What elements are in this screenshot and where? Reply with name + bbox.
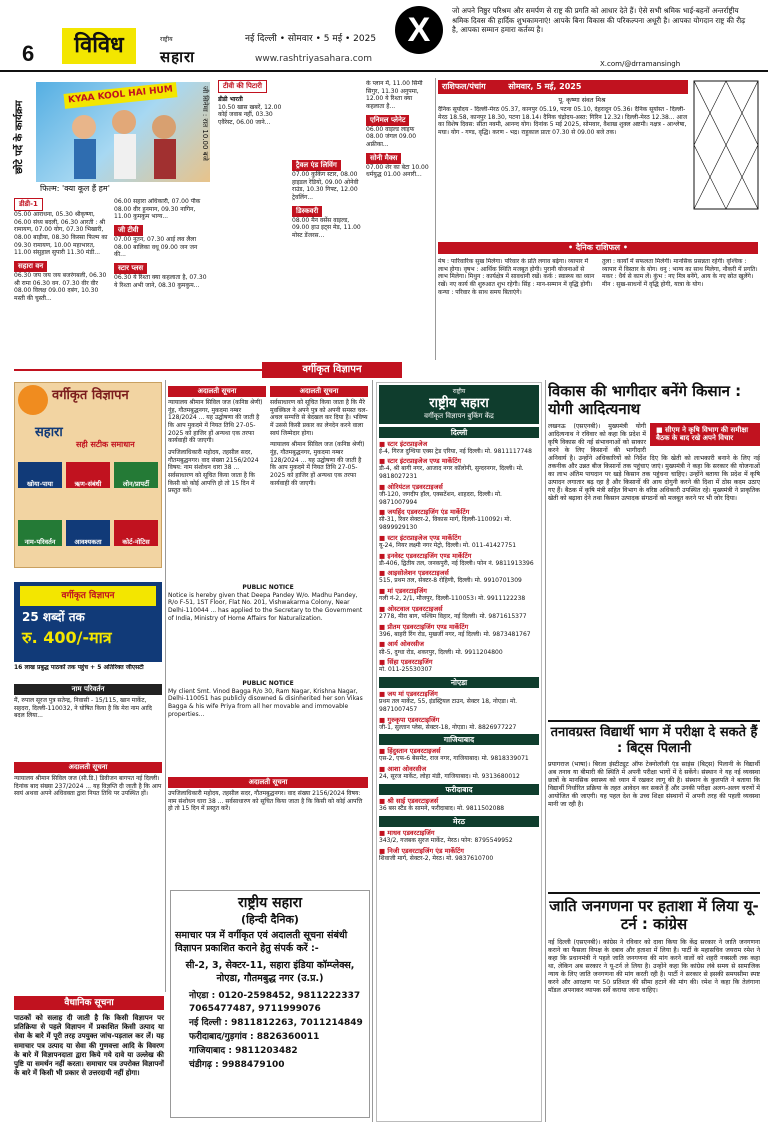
booking-entry-address: जी-1, सुल्तान प्लेस, सेक्टर-18, नोएडा। मो. 8826977227: [379, 723, 517, 731]
booking-entry-address: 343/2, गजबक सुरज मार्केट, मेरठ। फोन: 8795549952: [379, 836, 513, 844]
court-title: अदालती सूचना: [14, 762, 162, 773]
news-body: नई दिल्ली (एसएनबी)। कांग्रेस ने रविवार को दावा किया कि केंद्र सरकार ने जाति जनगणना कराने का फैसला विपक्ष के दबाव और हताशा में लिया है। पार्टी के महासचिव जयराम रमेश ने कहा कि प्रधानमंत्री ने पहले जाति जनगणना की मांग करने वालों को शहरी नक्सली तक कहा था, लेकिन अब सरकार ने यू-टर्न ले लिया है। उन्होंने कहा कि कांग्रेस लंबे समय से सामाजिक न्याय के लिए जाति जनगणना की मांग करती रही है। पार्टी ने सरकार से इसकी समयसीमा स्पष्ट करने और आरक्षण पर 50 प्रतिशत की सीमा हटाने की मांग की। रमेश ने कहा कि तेलंगाना मॉडल अपनाकर व्यापक सर्वे कराया जाना चाहिए।: [548, 938, 760, 994]
tv-column-4: [292, 160, 362, 358]
contact-phone[interactable]: नोएडा : 0120-2598452, 9811222337: [189, 990, 361, 1001]
column-rule: [435, 78, 436, 360]
booking-entry-name: ■ आशा ओवरसीज: [379, 765, 427, 774]
channel-schedule: 06.30 ये रिश्ता क्या कहलाता है, 07.30 ये रिश्ता अभी जाने, 08.30 कुमकुम...: [114, 273, 207, 289]
x-ad-text: जो अपने निष्ठुर परिश्रम और समर्पण से राष्ट्र की प्रगति को आधार देते हैं। ऐसे सभी श्रमिक भाई-बहनों अन्तर्राष्ट्रीय श्रमिक दिवस की हार्दिक शुभकामनाएं! आपके बिना विकास की परिकल्पना अधूरी है। आपका योगदान राष्ट्र की रीढ़ है, आपका सम्मान हमारा कर्तव्य है।: [452, 6, 746, 35]
booking-entry: [379, 587, 539, 603]
channel-title: डिस्कवरी: [292, 206, 322, 217]
rate-box: [14, 582, 162, 662]
booking-entry-name: ■ सिंहा एडवरटाइजिंग: [379, 658, 433, 667]
name-change-title: नाम परिवर्तन: [14, 684, 162, 695]
panchang-date: सोमवार, 5 मई, 2025: [508, 82, 582, 91]
notice-title: PUBLIC NOTICE: [242, 680, 294, 687]
news-story-1: [548, 382, 760, 670]
booking-entry: [379, 658, 539, 674]
promo-cell: कोर्ट-नोटिस: [114, 520, 158, 546]
promo-cell: खोया-पाया: [18, 462, 62, 488]
kundli-chart: [693, 80, 759, 210]
court-title: अदालती सूचना: [270, 386, 368, 397]
section-label: विविध: [62, 28, 136, 64]
booking-entry-name: ■ जय मां एडवरटाइजिंग: [379, 690, 438, 699]
booking-entry-name: ■ निजी एडवरटाइजिंग एंड मार्केटिंग: [379, 846, 464, 855]
x-logo-icon: X: [395, 6, 443, 54]
channel-schedule: 05.00 आराधना, 05.30 श्रीकृष्णा, 06.00 संध्य बदली, 06.30 आरती : श्री रामायण, 07.00 योग, 07.30 भिखारी, 08.00 बाड़ीया, 08.30 किस्सा फिल्म का 09.30 रामायण, 10.00 महाभारत, 11.00 संसुहाल सुपारी 11.30 मंडी...: [14, 210, 108, 257]
court-body: न्यायालय श्रीमान सिविल जज (सी.डि.) डिवीजन बागपत नई दिल्ली। दिनांक बाद संख्या 237/2024 ... यह विज्ञप्ति दी जाती है कि आप स्वयं अथवा अपने अधिवक्ता द्वारा नियत तिथि पर उपस्थित हों।: [14, 775, 162, 798]
region-meerut: मेरठ: [379, 816, 539, 827]
page-number: 6: [22, 41, 35, 66]
booking-entry-name: ■ स्टार इंटरप्राइजेज: [379, 439, 428, 448]
booking-list-meerut: [379, 829, 539, 863]
booking-entry-address: ई-4, गिरज दुग्धिया एक्स ट्रेड एरिया, नई दिल्ली। मो. 9811117748: [379, 447, 532, 455]
masthead: [0, 0, 768, 72]
channel-schedule: 08.00 मैन वर्सेस वाइल्ड, 09.00 हाउ इट्स मेड, 11.00 मोस्ट डेंजरस...: [292, 216, 361, 239]
booking-list-noida: [379, 690, 539, 731]
rate-words: 25 शब्दों तक: [22, 610, 85, 624]
channel-title: सोनी मैक्स: [366, 153, 401, 164]
booking-entry: [379, 640, 539, 656]
channel-title: एनिमल प्लेनेट: [366, 115, 409, 126]
channel-schedule: 07.00 नूतन, 07.30 आई लव लैला 08.00 बालिका वधू 09.00 जन जन की...: [114, 235, 198, 259]
court-body: सर्वसाधारण को सूचित किया जाता है कि मैरे मुवक्किल ने अपने पुत्र को अपनी समस्त चल-अचल सम्पत्ति से बेदखल कर दिया है। भविष्य में उससे किसी प्रकार का लेनदेन करने वाला स्वयं जिम्मेदार होगा।: [270, 399, 368, 437]
public-notice-2: [168, 680, 368, 770]
news-story-3: [548, 892, 760, 1122]
region-ghaziabad: गाजियाबाद: [379, 734, 539, 745]
notice-body: My client Smt. Vinod Bagga R/o 30, Ram Nagar, Krishna Nagar, Delhi-110051 has publicly disowned & disinherited her son Vikas Bagga & his wife Priya from all her movable and immovable properties...: [168, 687, 363, 718]
name-change-block: [14, 682, 162, 752]
booking-entry-address: एस-2, एफ-6 बेसमेंट, राज नगर, गाजियाबाद। मो. 9818339071: [379, 755, 529, 763]
booking-entry-address: डी-4, श्री बागी नगर, आजाद नगर कॉलोनी, सुन्दरनगर, दिल्ली। मो. 9818027231: [379, 465, 524, 481]
classified-banner: वर्गीकृत विज्ञापन: [262, 362, 402, 378]
booking-entry: [379, 508, 539, 531]
booking-entry: [379, 765, 539, 781]
channel-title: स्टार प्लस: [114, 263, 147, 274]
booking-entry-address: 396, बाहरी रिंग रोड, मुखर्जी नगर, नई दिल्ली। मो. 9873481767: [379, 630, 531, 638]
booking-entry-address: 515, प्रथम तल, सेक्टर-8 रोहिणी, दिल्ली। मो. 9910701309: [379, 577, 522, 585]
channel-schedule: 06.30 जय जय जय बजरंगबली, 06.30 श्री रामा 06.30 वन. 07.30 वीर वीर 08.00 विलक्ष 09.00 दबंग, 10.30 मस्ती की चुस्ती...: [14, 271, 107, 302]
booking-entry-name: ■ स्टार इंटरप्राइजेज एण्ड मार्केटिंग: [379, 533, 462, 542]
contact-text: समाचार पत्र में वर्गीकृत एवं अदालती सूचना संबंधी विज्ञापन प्रकाशित कराने हेतु संपर्क करें :-: [175, 930, 348, 955]
column-rule: [165, 380, 166, 992]
legal-notice-title: वैधानिक सूचना: [14, 996, 164, 1010]
channel-title: ट्रैवल एंड लिविंग: [292, 160, 341, 171]
booking-list-faridabad: [379, 797, 539, 813]
news-headline: विकास की भागीदार बनेंगे किसान : योगी आदित्यनाथ: [548, 382, 742, 419]
tv-column-2: [114, 198, 210, 358]
booking-entry: [379, 690, 539, 713]
channel-schedule: 06.00 सहारा अधिकारी, 07.00 पीक 08.00 वीर हुनमान, 09.30 नागिन, 11.00 कुमकुम भाग्य...: [114, 198, 201, 221]
contact-phone[interactable]: फरीदाबाद/गुड़गांव : 8826360011: [189, 1032, 320, 1043]
column-rule: [545, 380, 546, 1122]
booking-entry-name: ■ ओरियंटल एडवरटाइजर्स: [379, 482, 443, 491]
booking-list-ghaziabad: [379, 747, 539, 781]
court-title: अदालती सूचना: [168, 386, 266, 397]
movie-side-time: जी सिनेमा : रात 10.00 बजे: [200, 86, 209, 161]
booking-entry: [379, 623, 539, 639]
panchang-paksha: पू. कृष्णा संवत मिश्र: [558, 96, 606, 104]
booking-entry-name: ■ गुरुकृपा एडवरटाइजिंग: [379, 715, 440, 724]
tv-column-3: [218, 80, 288, 358]
booking-entry: [379, 829, 539, 845]
channel-schedule: के प्लान में, 11.00 सिमी सिगुर, 11.30 अनुपमा, 12.00 ये रिश्ता क्या कहलाता है...: [366, 80, 423, 111]
promo-cell: ऋण-संबंधी: [66, 462, 110, 488]
booking-entry-name: ■ माधव एडवरटाइजिंग: [379, 828, 435, 837]
notice-body: Notice is hereby given that Deepa Pandey W/o. Madhu Pandey, R/o F-51, 1ST Floor, Flat No. 201, Vishwakarma Colony, Near Delhi-110044 ... has applied to the Secretary to the Government of India, Ministry of Home Affairs for Naturalization.: [168, 591, 363, 622]
booking-entry-name: ■ प्रीतम एडवरटाइजिंग एण्ड मार्केटिंग: [379, 622, 469, 631]
booking-entry-address: जी-120, जगदीप हॉल, एक्सटेंशन, शाहदरा, दिल्ली। मो. 9871007994: [379, 490, 502, 506]
booking-entry-address: यू-24, नियर लक्ष्मी नगर मेट्रो, दिल्ली। मो. 011-41427751: [379, 541, 517, 549]
channel-schedule: 07.00 शेर का बेटा 10.00 धर्मयुद्ध 01.00 अनारी...: [366, 163, 429, 179]
contact-phone[interactable]: गाजियाबाद : 9811203482: [189, 1046, 298, 1057]
channel-title: जी टीवी: [114, 225, 143, 236]
kundli-grid-icon: [693, 80, 759, 210]
booking-entry: [379, 440, 539, 456]
court-column-a: [168, 384, 266, 580]
booking-entry-address: मो. 011-25530307: [379, 666, 433, 674]
edition-line: नई दिल्ली • सोमवार • 5 मई • 2025: [245, 34, 377, 44]
contact-phone[interactable]: नई दिल्ली : 9811812263, 7011214849: [189, 1018, 363, 1029]
promo-cell: लोन/प्रापर्टी: [114, 462, 158, 488]
notice-title: PUBLIC NOTICE: [242, 584, 294, 591]
channel-schedule: 10.50 खास खबरें, 12.00 कोई जवाब नहीं, 03.30 एवैरेस्ट, 06.00 जाने...: [218, 103, 282, 126]
contact-title: राष्ट्रीय सहारा: [237, 895, 303, 911]
booking-entry-name: ■ मां एडवरटाइजिंग: [379, 587, 427, 596]
promo-cell: नाम-परिवर्तन: [18, 520, 62, 546]
booking-entry-name: ■ आर्य ओवरसीज: [379, 640, 424, 649]
news-headline: जाति जनगणना पर हताशा में लिया यू-टर्न : कांग्रेस: [549, 897, 759, 934]
booking-entry: [379, 605, 539, 621]
logo-prefix: राष्ट्रीय: [160, 36, 173, 43]
booking-entry: [379, 552, 539, 568]
region-faridabad: फरीदाबाद: [379, 784, 539, 795]
rate-title: वर्गीकृत विज्ञापन: [20, 586, 156, 606]
rate-price: रु. 400/-मात्र: [22, 628, 112, 647]
booking-entry: [379, 534, 539, 550]
booking-entry-address: डी-406, द्वितीय तल, जनकपुरी, नई दिल्ली। फोन नं. 9811913396: [379, 559, 534, 567]
logo: सहारा: [160, 48, 196, 66]
contact-phone[interactable]: 7065477487, 9711999076: [189, 1004, 321, 1015]
booking-centers: [376, 382, 542, 1122]
tv-column-5: [366, 80, 432, 358]
court-column-b: [270, 384, 368, 580]
booking-entry-address: प्रथम तल मार्केट, 55, इंडस्ट्रियल टाउन, सेक्टर 18, नोएडा। मो. 9871007457: [379, 698, 518, 713]
booking-entry-name: ■ हिंदुस्तान एडवरटाइजर्स: [379, 747, 441, 756]
booking-entry: [379, 847, 539, 863]
channel-title: सहारा वन: [14, 261, 47, 272]
booking-entry-address: गली नं-2, 2/1, मौजपुर, दिल्ली-110053। मो. 9911122238: [379, 595, 526, 603]
contact-box: [170, 890, 370, 1118]
news-body: प्रयागराज (भाषा)। बिरला इंस्टीट्यूट ऑफ टेक्नोलॉजी एंड साइंस (बिट्स) पिलानी के विद्यार्थी अब तनाव या बीमारी की स्थिति में अपनी परीक्षा भागों में दे सकेंगे। संस्थान ने यह नई व्यवस्था छात्रों के मानसिक स्वास्थ्य को ध्यान में रखकर लागू की है। संस्थान के कुलपति ने बताया कि विद्यार्थी निर्धारित प्रक्रिया के तहत आवेदन कर सकते हैं और उनकी परीक्षा अलग-अलग चरणों में आयोजित की जाएगी। यह पहल देश के उच्च शिक्षा संस्थानों में अपनी तरह की पहली व्यवस्था मानी जा रही है।: [548, 760, 760, 809]
news-story-2: [548, 720, 760, 838]
booking-list-delhi: [379, 440, 539, 675]
movie-poster-image: [14, 82, 210, 182]
panchang-body: दैनिक सूर्योदय - दिल्ली-मेरठ 05.37, कानपुर 05.19, पटना 05.10, देहरादून 05.36। दैनिक सूर्यास्त - दिल्ली-मेरठ 18.58, कानपुर 18.30, पटना 18.14। दैनिक चंद्रोदय-अस्त: गिरिन 12.32। दिल्ली-मेरठ 12.38... आज का विशेष दिवस: सीता नवमी, आनन्द योग। दिनांक 5 मई 2025, सोमवार, वैशाख शुक्ल अष्टमी। नक्षत्र - आश्लेषा, मघा। योग - गण्ड, वृद्धि। करण - भद्र। राहुकाल प्रातः 07.30 से 09.00 बजे तक।: [438, 106, 688, 137]
promo-title: वर्गीकृत विज्ञापन: [52, 388, 129, 403]
region-delhi: दिल्ली: [379, 427, 539, 438]
court-body: उपजिलाधिकारी महोदय, तहसील सदर, गौतमबुद्धनगर। वाद संख्या 2156/2024 विषय: नाम संशोधन धारा 38 ... सर्वसाधारण को सूचित किया जाता है कि किसी को कोई आपत्ति हो तो 15 दिन में प्रस्तुत करें।: [168, 449, 259, 495]
panchang-header: [438, 80, 688, 94]
booking-entry: [379, 569, 539, 585]
poster-figures-icon: [14, 82, 210, 182]
promo-logo: सहारा: [35, 425, 63, 440]
booking-entry-name: ■ इनवेस्ट एडवरटाइजिंग एण्ड मार्केटिंग: [379, 551, 472, 560]
rashifal-right: तुला : कार्यों में सफलता मिलेगी। मानसिक प्रसन्नता रहेगी। वृश्चिक : व्यापार में विस्तार के योग। धनु : भाग्य का साथ मिलेगा, नौकरी में प्रगति। मकर : धैर्य से काम लें। कुंभ : नए मित्र बनेंगे, आय के नए स्रोत खुलेंगे। मीन : सुख-साधनों में वृद्धि होगी, यात्रा के योग।: [602, 258, 758, 289]
channel-schedule: 06.00 वाइल्ड लाइफ 08.00 जंगल 09.00 अफ्रीका...: [366, 125, 417, 148]
tv-column-1: [14, 198, 110, 358]
rashifal-header: • दैनिक राशिफल •: [438, 242, 758, 254]
booking-entry-address: सी-5, दुग्धा रोड, शकरपुर, दिल्ली। मो. 9911204800: [379, 648, 503, 656]
booking-logo-prefix: राष्ट्रीय: [452, 388, 466, 395]
channel-title: टीवी की पिटारी: [218, 80, 267, 93]
booking-entry: [379, 457, 539, 480]
court-column-c: [168, 775, 368, 885]
promo-cell: आवश्यकता: [66, 520, 110, 546]
contact-subtitle: (हिन्दी दैनिक): [241, 912, 299, 926]
promo-sun-icon: [18, 385, 48, 415]
contact-phone[interactable]: चंडीगढ़ : 9988479100: [189, 1060, 285, 1071]
court-body: उपजिलाधिकारी महोदय, तहसील सदर, गौतमबुद्धनगर। वाद संख्या 2156/2024 विषय: नाम संशोधन धारा 38 ... सर्वसाधारण को सूचित किया जाता है कि किसी को कोई आपत्ति हो तो 15 दिन में प्रस्तुत करें।: [168, 790, 363, 813]
legal-notice-body: पाठकों को सलाह दी जाती है कि किसी विज्ञापन पर प्रतिक्रिया से पहले विज्ञापन में प्रकाशित किसी उत्पाद या सेवा के बारे में पूरी तरह उपयुक्त जांच-पड़ताल कर लें। यह समाचार पत्र उत्पाद या सेवा की गुणवत्ता आदि के विवरण के बारे में विज्ञापनदाता द्वारा किये गये दावे या उल्लेख की पुष्टि या समर्थन नहीं करता। समाचार पत्र उपरोक्त विज्ञापनों के बारे में किसी भी प्रकार से उत्तरदायी नहीं होगा।: [14, 1014, 164, 1078]
panchang-title: राशिफल/पंचांग: [442, 82, 486, 91]
rashifal-left: मेष : पारिवारिक सुख मिलेगा। परिवार के प्रति लगाव बढ़ेगा। व्यापार में लाभ होगा। वृषभ : आर्थिक स्थिति मजबूत होगी। पुरानी योजनाओं से लाभ मिलेगा। मिथुन : कार्यक्षेत्र में सावधानी रखें। कर्क : स्वास्थ्य का ध्यान रखें। नए कार्य की शुरुआत शुभ रहेगी। सिंह : मान-सम्मान में वृद्धि होगी। कन्या : परिवार के साथ समय बिताएंगे।: [438, 258, 595, 296]
booking-entry: [379, 483, 539, 506]
public-notice-1: [168, 584, 368, 676]
rate-note: 16 लाख प्रबुद्ध पाठकों तक पहुंच + 5 अतिरिक्त जीएसटी: [14, 664, 144, 671]
booking-entry-address: 36 बस स्टैंड के सामने, फरीदाबाद। मो. 9811502088: [379, 805, 505, 813]
booking-entry-address: शिवाजी मार्ग, सेक्टर-2, मेरठ। मो. 9837610700: [379, 854, 494, 862]
booking-title: राष्ट्रीय सहारा: [429, 395, 489, 411]
booking-entry-name: ■ ओस्टवाल एडवरटाइजर्स: [379, 604, 443, 613]
contact-address: सी-2, 3, सेक्टर-11, सहारा इंडिया कॉम्प्लेक्स, नोएडा, गौतमबुद्ध नगर (उ.प्र.): [185, 959, 355, 984]
promo-tagline: सही सटीक समाधान: [76, 440, 135, 449]
booking-subtitle: वर्गीकृत विज्ञापन बुकिंग केंद्र: [424, 411, 494, 420]
movie-caption: फिल्म: 'क्या कूल हैं हम': [40, 184, 110, 193]
website-link[interactable]: www.rashtriyasahara.com: [255, 54, 373, 64]
region-noida: नोएडा: [379, 677, 539, 688]
booking-entry-name: ■ श्री साई एडवरटाइजर्स: [379, 796, 439, 805]
booking-entry-address: 2778, मीरा बाग, पश्चिम विहार, नई दिल्ली। मो. 9871615377: [379, 613, 527, 621]
court-body: न्यायालय श्रीमान सिविल जज (कनिष्ठ श्रेणी) नूंह, गौतमबुद्धनगर, मुकदमा नम्बर 128/2024 ... यह उद्घोषणा की जाती है कि आप मुकदमे में नियत तिथि 27-05-2025 को हाजिर हों अन्यथा एक तरफा कार्यवाही की जाएगी।: [270, 441, 365, 487]
channel-schedule: 07.00 कुकिंग स्टार, 08.00 हाइडल रेडियो, 09.00 ओनेवी राउंड, 10.30 गिफ्ट, 12.00 ट्रेवलिंग...: [292, 170, 359, 201]
name-change-body: मैं, रुपाल सूरज पुत्र सतेन्द्र, निवासी - 15/115, खान मार्केट, सहदरा, दिल्ली-110032, ने घोषित किया है कि मेरा नाम आदि बदल लिया...: [14, 697, 152, 720]
tv-schedule-side-title: छोटे पर्दे के कार्यक्रम: [14, 82, 36, 192]
column-rule: [372, 380, 373, 1122]
news-body: लखनऊ (एसएनबी)। मुख्यमंत्री योगी आदित्यनाथ ने रविवार को कहा कि प्रदेश में कृषि विकास की नई संभावनाओं को साकार करने के लिए किसानों की भागीदारी अनिवार्य है। उन्होंने अधिकारियों को निर्देश दिए कि खेती को लाभकारी बनाने के लिए नई तकनीक और उन्नत बीज किसानों तक पहुंचाए जाएं। मुख्यमंत्री ने कहा कि सरकार की योजनाओं का लाभ अंतिम पायदान पर खड़े किसान तक पहुंचना चाहिए। उन्होंने बताया कि प्रदेश में कृषि उत्पादन लगातार बढ़ रहा है और किसानों की आय दोगुनी करने की दिशा में ठोस कदम उठाए गए हैं। बैठक में कृषि मंत्री सहित विभाग के वरिष्ठ अधिकारी उपस्थित रहे। मुख्यमंत्री ने प्राकृतिक खेती को बढ़ावा देने तथा किसान उत्पादक संगठनों को मजबूत करने पर भी जोर दिया।: [548, 422, 760, 503]
booking-entry-name: ■ जयहिंद एडवरटाइजिंग एंड मार्केटिंग: [379, 508, 470, 517]
court-block-1: [14, 760, 162, 995]
news-headline: तनावग्रस्त विद्यार्थी भाग में परीक्षा दे सकते हैं : बिट्स पिलानी: [550, 725, 758, 756]
poster-title: KYAA KOOL HAI HUM: [64, 82, 178, 109]
booking-entry: [379, 797, 539, 813]
channel-title: डीडी भारती: [218, 95, 243, 103]
booking-entry-name: ■ स्टार इंटरप्राइजेज एण्ड मार्केटिंग: [379, 457, 462, 466]
booking-entry: [379, 716, 539, 732]
channel-title: डीडी-1: [14, 198, 43, 211]
news-highlight: ■ सीएम ने कृषि विभाग की समीक्षा बैठक के बाद रखे अपने विचार: [650, 423, 760, 447]
court-title: अदालती सूचना: [168, 777, 368, 788]
court-body: न्यायालय श्रीमान सिविल जज (कनिष्ठ श्रेणी) नूंह, गौतमबुद्धनगर, मुकदमा नम्बर 128/2024 ... यह उद्घोषणा की जाती है कि आप मुकदमे में नियत तिथि 27-05-2025 को हाजिर हों अन्यथा एक तरफा कार्यवाही की जाएगी।: [168, 399, 263, 445]
x-handle[interactable]: X.com/@drramansingh: [600, 60, 681, 68]
booking-entry-address: 24, सूरज मार्केट, लोहा मंडी, गाजियाबाद। मो. 9313680012: [379, 773, 520, 781]
booking-entry-name: ■ आइसोलेशन एडवरटाइजर्स: [379, 569, 449, 578]
booking-entry: [379, 747, 539, 763]
booking-entry-address: सी-31, रिवर सेक्टर-2, विकास मार्ग, दिल्ली-110092। मो. 9899929130: [379, 516, 512, 532]
